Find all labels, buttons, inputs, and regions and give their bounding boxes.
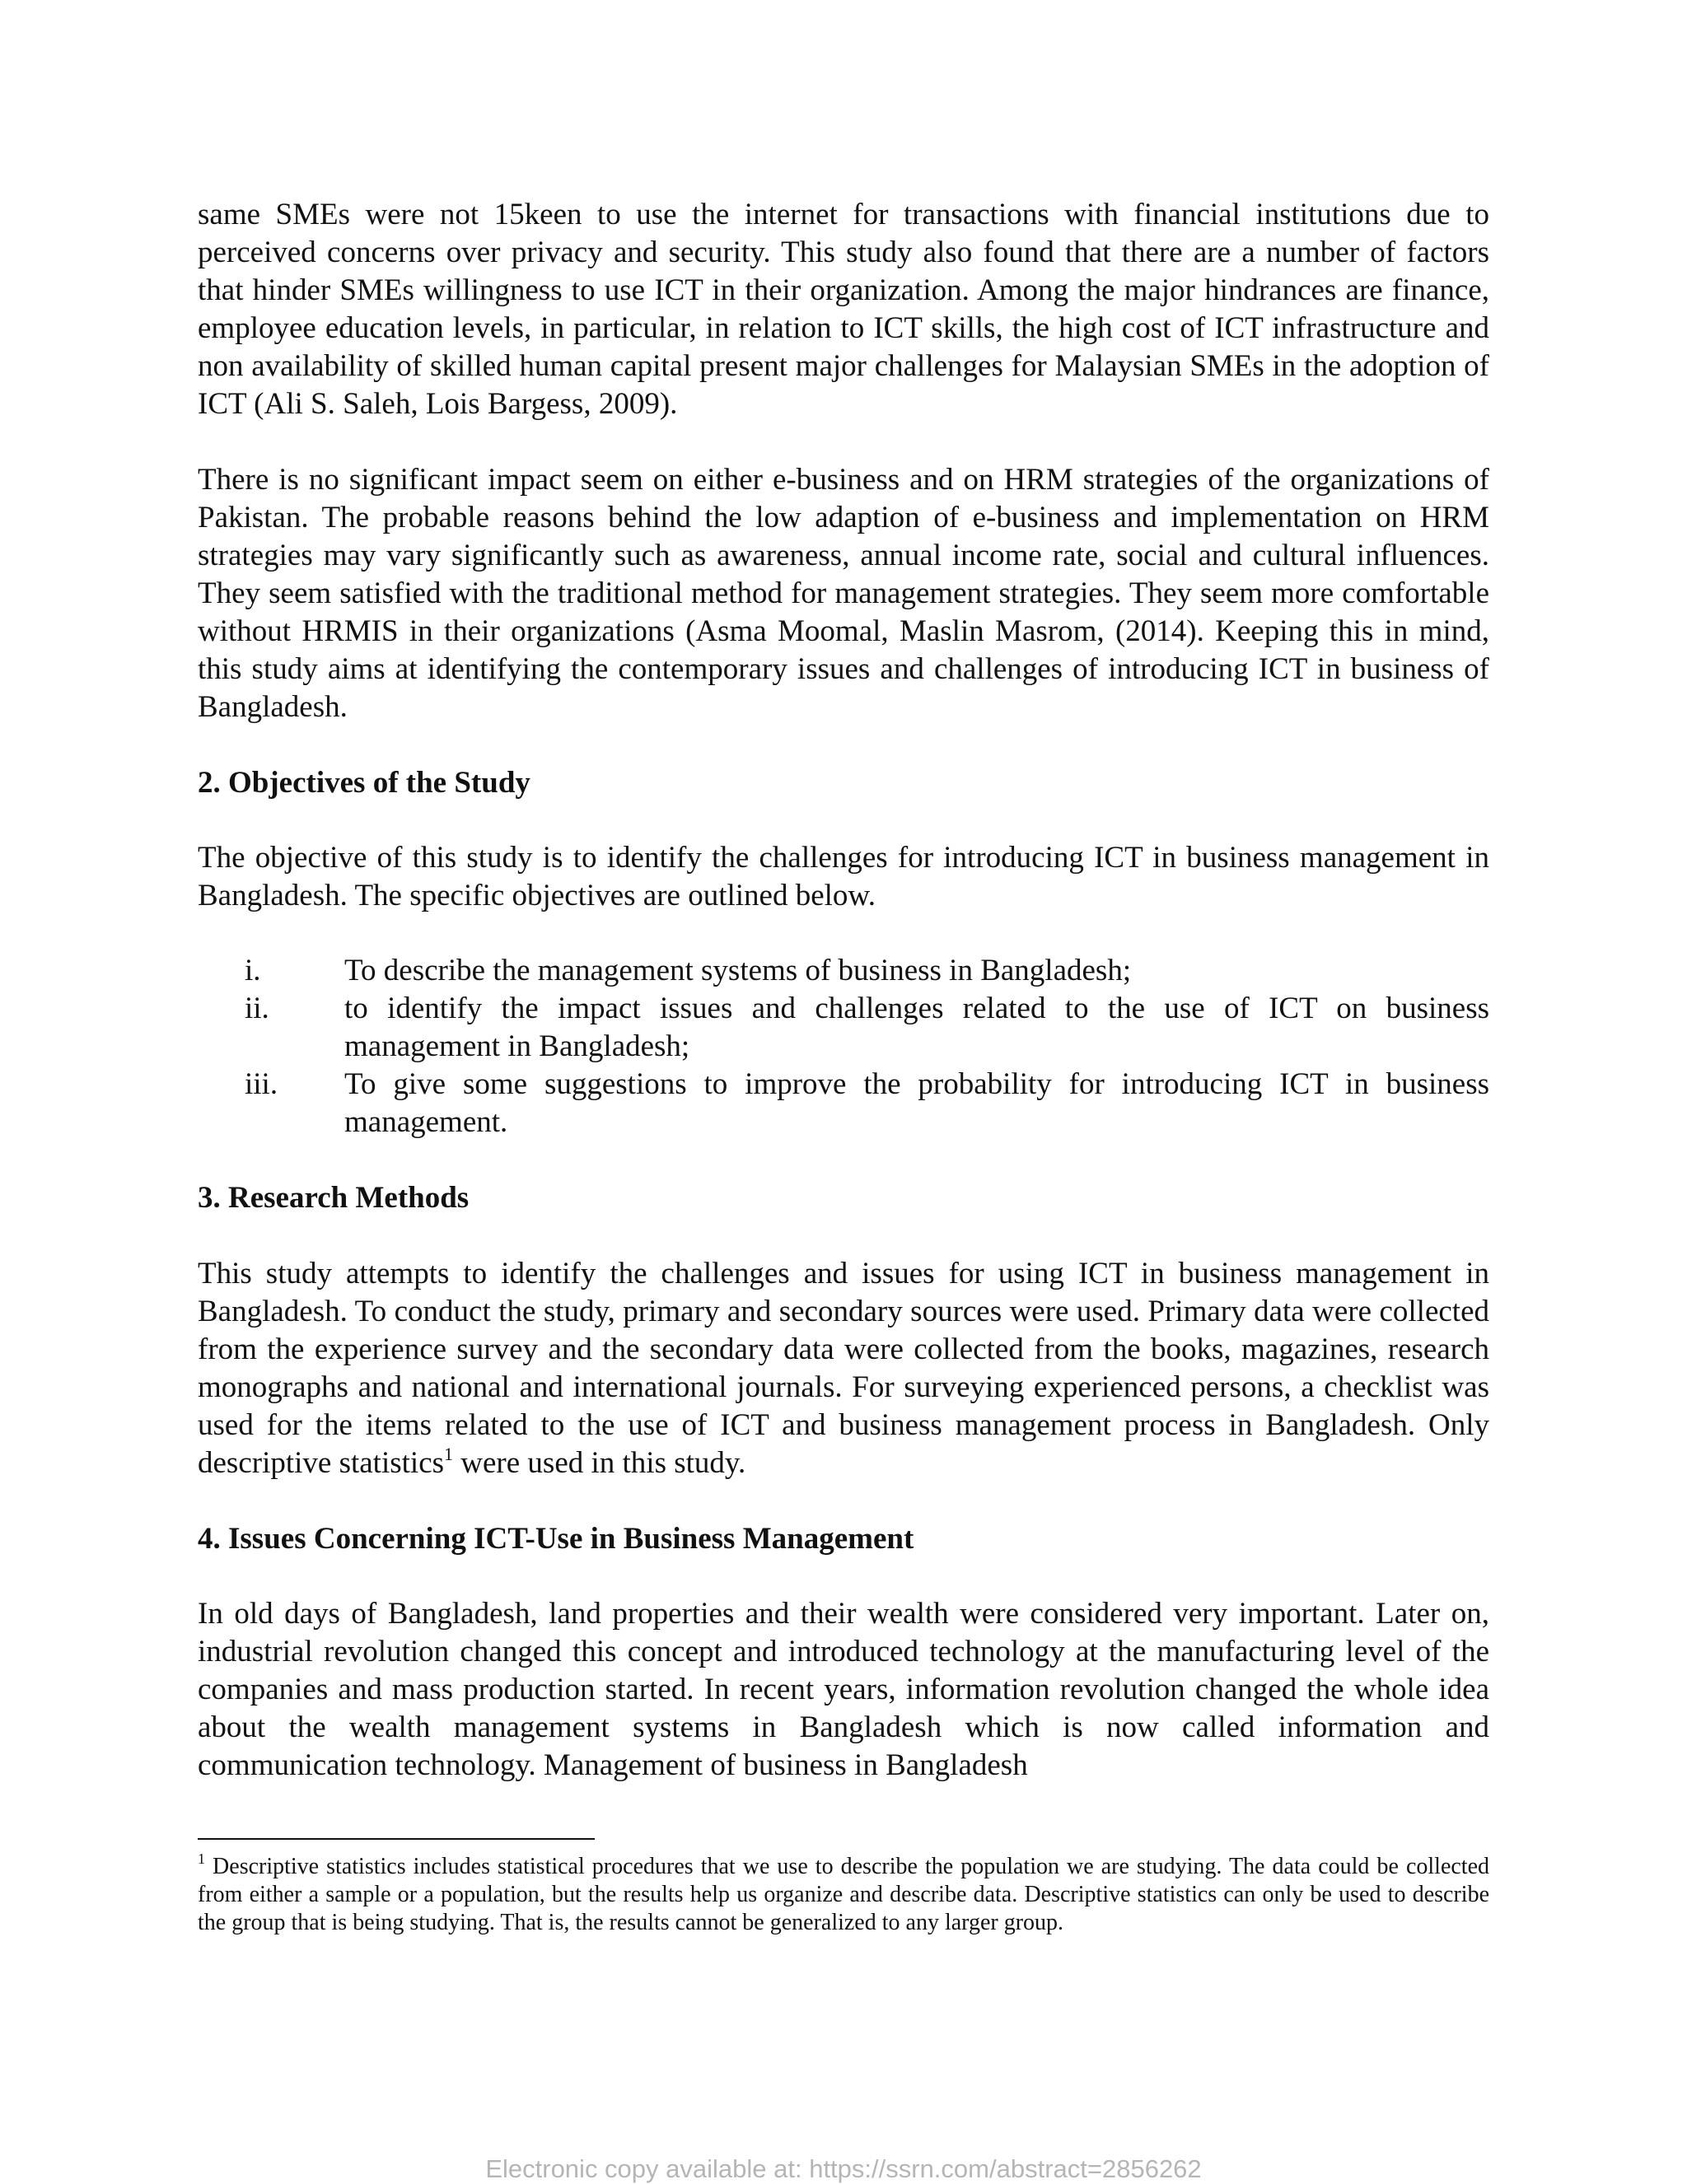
section-2-heading: 2. Objectives of the Study bbox=[198, 766, 530, 800]
list-item bbox=[198, 952, 1489, 990]
section-3-body-text: This study attempts to identify the challenges and issues for using ICT in business management in Bangladesh. To conduct the study, primary and secondary sources were used. Primary data were collected from the experience survey and the secondary data were collected from the books, magazines, research monographs and national and international journals. For surveying experienced persons, a checklist was used for the items related to the use of ICT and business management process in Bangladesh. Only descriptive statistics bbox=[198, 1257, 1489, 1480]
section-3-heading: 3. Research Methods bbox=[198, 1181, 470, 1215]
paragraph-2: There is no significant impact seem on either e-business and on HRM strategies of the organizations of Pakistan. The probable reasons behind the low adaption of e-business and implementation on HRM strategies may vary significantly such as awareness, annual income rate, social and cultural influences. They seem satisfied with the traditional method for management strategies. They seem more comfortable without HRMIS in their organizations (Asma Moomal, Maslin Masrom, (2014). Keeping this in mind, this study aims at identifying the contemporary issues and challenges of introducing ICT in business of Bangladesh. bbox=[198, 463, 1489, 724]
footnote-reference[interactable]: 1 bbox=[444, 1444, 454, 1464]
list-item-text: To describe the management systems of business in Bangladesh; bbox=[344, 954, 1132, 987]
section-2-intro: The objective of this study is to identify the challenges for introducing ICT in business management in Bangladesh. The specific objectives are outlined below. bbox=[198, 841, 1489, 912]
footnote bbox=[198, 1850, 1489, 1937]
ssrn-notice[interactable]: Electronic copy available at: https://ssrn.com/abstract=2856262 bbox=[485, 2154, 1202, 2183]
section-4-heading: 4. Issues Concerning ICT-Use in Business Management bbox=[198, 1522, 914, 1556]
objectives-list bbox=[198, 952, 1489, 1141]
list-item-number: iii. bbox=[245, 1067, 278, 1101]
list-item-text: to identify the impact issues and challenges related to the use of ICT on business management in Bangladesh; bbox=[344, 992, 1489, 1063]
list-item bbox=[198, 990, 1489, 1066]
footnote-divider bbox=[198, 1838, 595, 1840]
paragraph-1: same SMEs were not 15keen to use the internet for transactions with financial institutions due to perceived concerns over privacy and security. This study also found that there are a number of factors that hinder SMEs willingness to use ICT in their organization. Among the major hindrances are finance, employee education levels, in particular, in relation to ICT skills, the high cost of ICT infrastructure and non availability of skilled human capital present major challenges for Malaysian SMEs in the adoption of ICT (Ali S. Saleh, Lois Bargess, 2009). bbox=[198, 198, 1489, 421]
section-4-body: In old days of Bangladesh, land properties and their wealth were considered very important. Later on, industrial revolution changed this concept and introduced technology at the manufacturing level of the companies and mass production started. In recent years, information revolution changed the whole idea about the wealth management systems in Bangladesh which is now called information and communication technology. Management of business in Bangladesh bbox=[198, 1597, 1489, 1782]
list-item-text: To give some suggestions to improve the probability for introducing ICT in business management. bbox=[344, 1067, 1489, 1139]
list-item-number: i. bbox=[245, 954, 261, 987]
list-item-number: ii. bbox=[245, 992, 269, 1025]
list-item bbox=[198, 1066, 1489, 1141]
section-3-body bbox=[198, 1255, 1489, 1482]
section-3-body-tail: were used in this study. bbox=[453, 1446, 746, 1480]
footnote-text: Descriptive statistics includes statistical procedures that we use to describe the population we are studying. The data could be collected from either a sample or a population, but the results help us organize and describe data. Descriptive statistics can only be used to describe the group that is being studying. That is, the results cannot be generalized to any larger group. bbox=[198, 1854, 1489, 1935]
footnote-mark: 1 bbox=[198, 1850, 205, 1867]
